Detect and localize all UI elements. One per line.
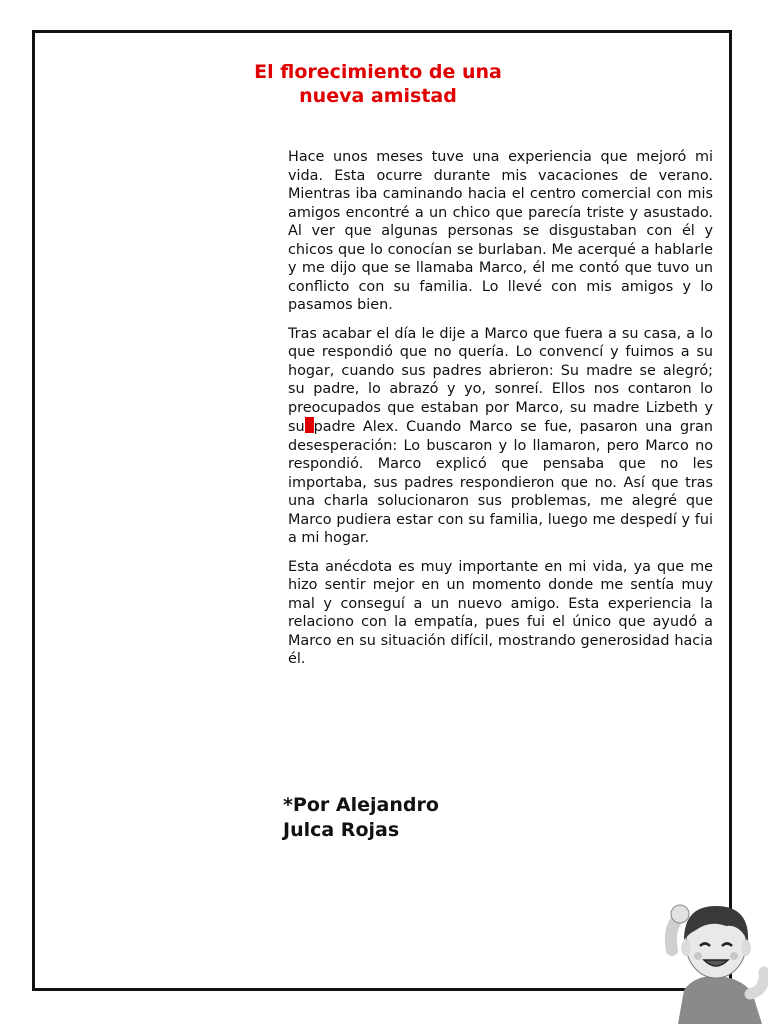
paragraph-1: Hace unos meses tuve una experiencia que mejoró mi vida. Esta ocurre durante mis vacaciones de verano. Mientras iba caminando hacia el centro comercial con mis amigos encontré a un chico que parecía triste y asustado. Al ver que algunas personas se disgustaban con él y chicos que lo conocían se burlaban. Me acerqué a hablarle y me dijo que se llamaba Marco, él me contó que tuvo un conflicto con su familia. Lo llevé con mis amigos y lo pasamos bien. — [288, 149, 713, 313]
title-line-1: El florecimiento de una — [254, 61, 502, 83]
boy-illustration — [654, 890, 768, 1024]
author-signature — [283, 793, 439, 843]
document-title — [230, 60, 526, 108]
author-line-2: Julca Rojas — [283, 819, 400, 841]
text-cursor — [305, 417, 314, 433]
paragraph-2-part-2: padre Alex. Cuando Marco se fue, pasaron una gran desesperación: Lo buscaron y lo llamaron, pero Marco no respondió. Marco explicó que pensaba que no les importaba, sus padres respondieron que no. Así que tras una charla solucionaron sus problemas, me alegré que Marco pudiera estar con su familia, luego me despedí y fui a mi hogar. — [288, 419, 713, 546]
paragraph-2 — [288, 325, 713, 548]
paragraph-2-part-1: Tras acabar el día le dije a Marco que fuera a su casa, a lo que respondió que no quería. Lo convencí y fuimos a su hogar, cuando sus padres abrieron: Su madre se alegró; su padre, lo abrazó y yo, sonreí. Ellos nos contaron lo preocupados que estaban por Marco, su madre Lizbeth y su — [288, 325, 713, 435]
story-body — [288, 148, 713, 679]
author-line-1: *Por Alejandro — [283, 794, 439, 816]
title-line-2: nueva amistad — [299, 85, 457, 107]
paragraph-3: Esta anécdota es muy importante en mi vida, ya que me hizo sentir mejor en un momento donde me sentía muy mal y conseguí a un nuevo amigo. Esta experiencia la relaciono con la empatía, pues fui el único que ayudó a Marco en su situación difícil, mostrando generosidad hacia él. — [288, 558, 713, 667]
